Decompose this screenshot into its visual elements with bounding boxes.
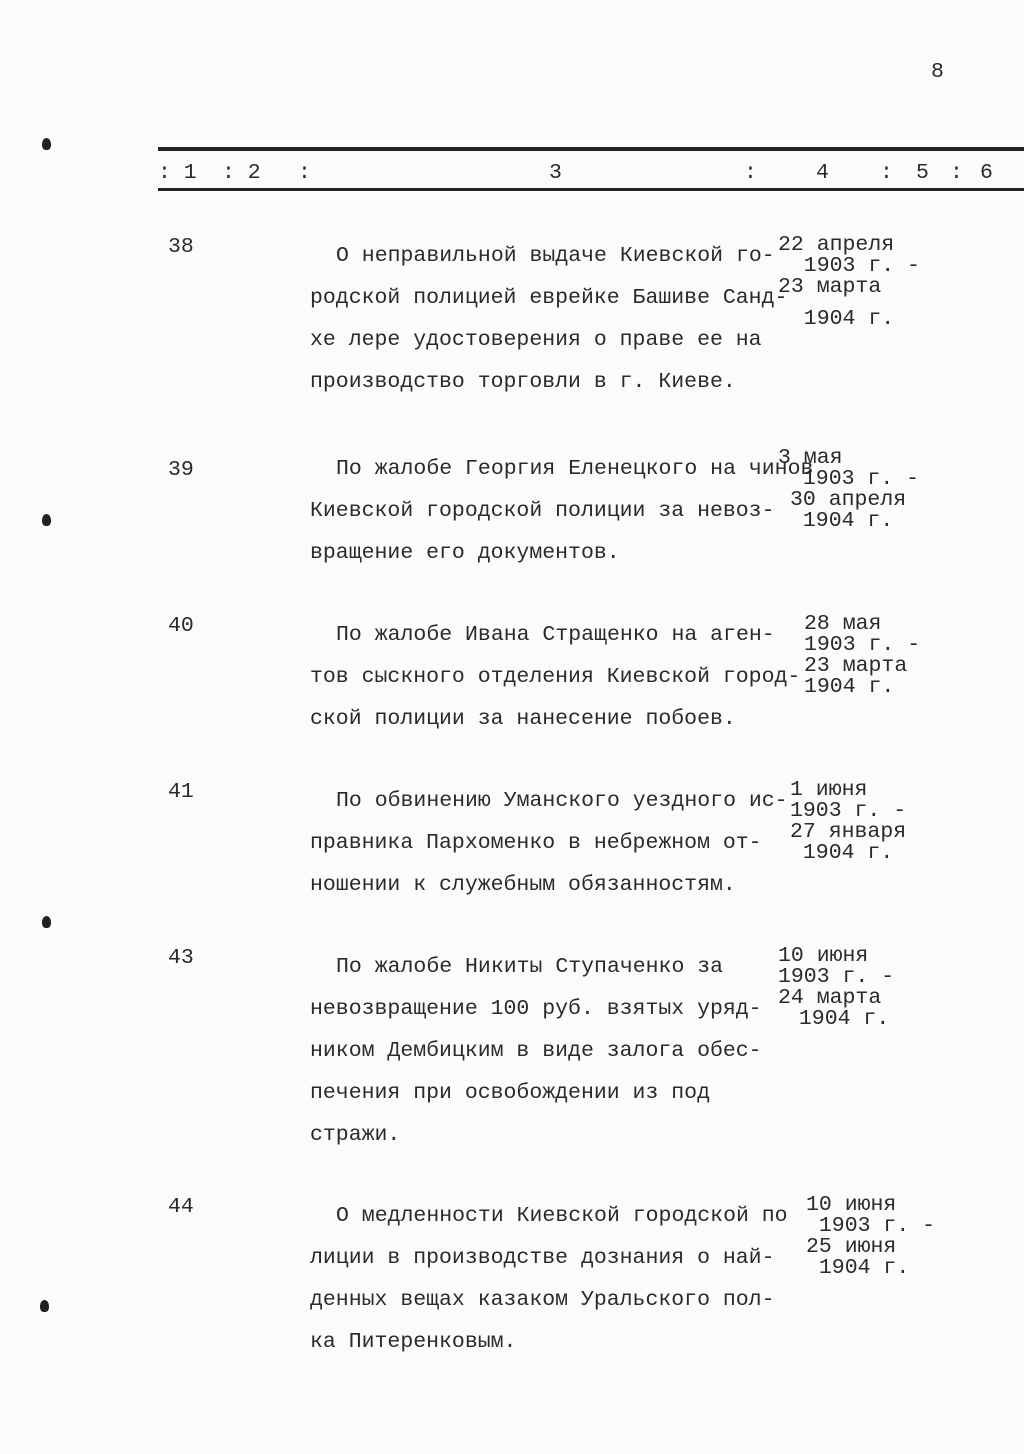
date-line: 1904 г. — [778, 307, 895, 331]
record-description — [310, 780, 788, 906]
date-line: 1904 г. — [790, 841, 894, 865]
record-dates — [806, 1195, 935, 1279]
date-line: 1904 г. — [804, 675, 895, 699]
column-header-2: : 2 — [222, 161, 261, 185]
punch-hole-mark — [42, 138, 51, 150]
record-dates — [804, 614, 920, 698]
description-line: денных вещах казаком Уральского пол- — [310, 1288, 775, 1312]
record-dates — [790, 780, 906, 864]
description-line: печения при освобождении из под — [310, 1081, 710, 1105]
column-header-6: 6 — [980, 161, 993, 185]
record-description — [310, 1195, 788, 1363]
date-line: 1904 г. — [806, 1256, 910, 1280]
description-line: ником Дембицким в виде залога обес- — [310, 1039, 762, 1063]
date-line: 1903 г. - — [806, 1214, 936, 1238]
date-line: 27 января — [790, 820, 907, 844]
column-header-4: 4 — [816, 161, 829, 185]
date-line: 10 июня — [806, 1193, 897, 1217]
description-line: родской полицией еврейке Башиве Санд- — [310, 286, 788, 310]
column-header-5: 5 — [916, 161, 929, 185]
date-line: 1904 г. — [786, 1007, 890, 1031]
date-line: 1903 г. - — [790, 799, 907, 823]
description-line: ка Питеренковым. — [310, 1330, 517, 1354]
description-line: вращение его документов. — [310, 541, 620, 565]
record-description — [310, 614, 800, 740]
date-line: 1904 г. — [790, 509, 894, 533]
description-line: стражи. — [310, 1123, 401, 1147]
column-header-3: 3 — [549, 161, 562, 185]
description-line: ской полиции за нанесение побоев. — [310, 707, 736, 731]
column-separator: : — [744, 161, 757, 185]
punch-hole-mark — [42, 514, 51, 526]
punch-hole-mark — [42, 916, 51, 928]
record-number: 44 — [168, 1195, 194, 1219]
record-dates — [778, 946, 894, 1030]
description-line: По обвинению Уманского уездного ис- — [336, 789, 788, 813]
record-number: 41 — [168, 780, 194, 804]
record-description — [310, 946, 762, 1156]
date-line: 1903 г. - — [778, 254, 920, 278]
date-line: 1 июня — [790, 778, 868, 802]
description-line: По жалобе Георгия Еленецкого на чинов — [336, 457, 814, 481]
record-number: 40 — [168, 614, 194, 638]
description-line: лиции в производстве дознания о най- — [310, 1246, 775, 1270]
date-line: 23 марта — [804, 654, 908, 678]
column-separator: : — [950, 161, 963, 185]
date-line: 1903 г. - — [790, 467, 920, 491]
record-number: 39 — [168, 458, 194, 482]
description-line: О неправильной выдаче Киевской го- — [336, 244, 775, 268]
date-line: 10 июня — [778, 944, 869, 968]
description-line: производство торговли в г. Киеве. — [310, 370, 736, 394]
date-line: 30 апреля — [790, 488, 907, 512]
column-header-1: : 1 — [158, 161, 197, 185]
record-number: 38 — [168, 235, 194, 259]
page-number: 8 — [931, 60, 944, 84]
date-line: 1903 г. - — [804, 633, 921, 657]
date-line: 23 марта — [778, 275, 882, 299]
date-line: 22 апреля — [778, 233, 895, 257]
record-description — [310, 448, 813, 574]
description-line: тов сыскного отделения Киевской город- — [310, 665, 801, 689]
description-line: О медленности Киевской городской по — [336, 1204, 788, 1228]
punch-hole-mark — [40, 1300, 49, 1312]
date-line: 28 мая — [804, 612, 882, 636]
date-line: 24 марта — [778, 986, 882, 1010]
description-line: невозвращение 100 руб. взятых уряд- — [310, 997, 762, 1021]
date-line: 25 июня — [806, 1235, 897, 1259]
record-dates — [778, 235, 920, 330]
date-line: 3 мая — [778, 446, 843, 470]
description-line: правника Пархоменко в небрежном от- — [310, 831, 762, 855]
record-description — [310, 235, 787, 403]
header-bottom-rule — [158, 188, 1024, 191]
description-line: хе лере удостоверения о праве ее на — [310, 328, 762, 352]
description-line: Киевской городской полиции за невоз- — [310, 499, 775, 523]
column-separator: : — [880, 161, 893, 185]
record-dates — [778, 446, 920, 533]
description-line: ношении к служебным обязанностям. — [310, 873, 736, 897]
description-line: По жалобе Ивана Стращенко на аген- — [336, 623, 775, 647]
column-separator: : — [298, 161, 311, 185]
header-top-rule — [158, 147, 1024, 151]
record-number: 43 — [168, 946, 194, 970]
date-line: 1903 г. - — [778, 965, 895, 989]
description-line: По жалобе Никиты Ступаченко за — [336, 955, 724, 979]
